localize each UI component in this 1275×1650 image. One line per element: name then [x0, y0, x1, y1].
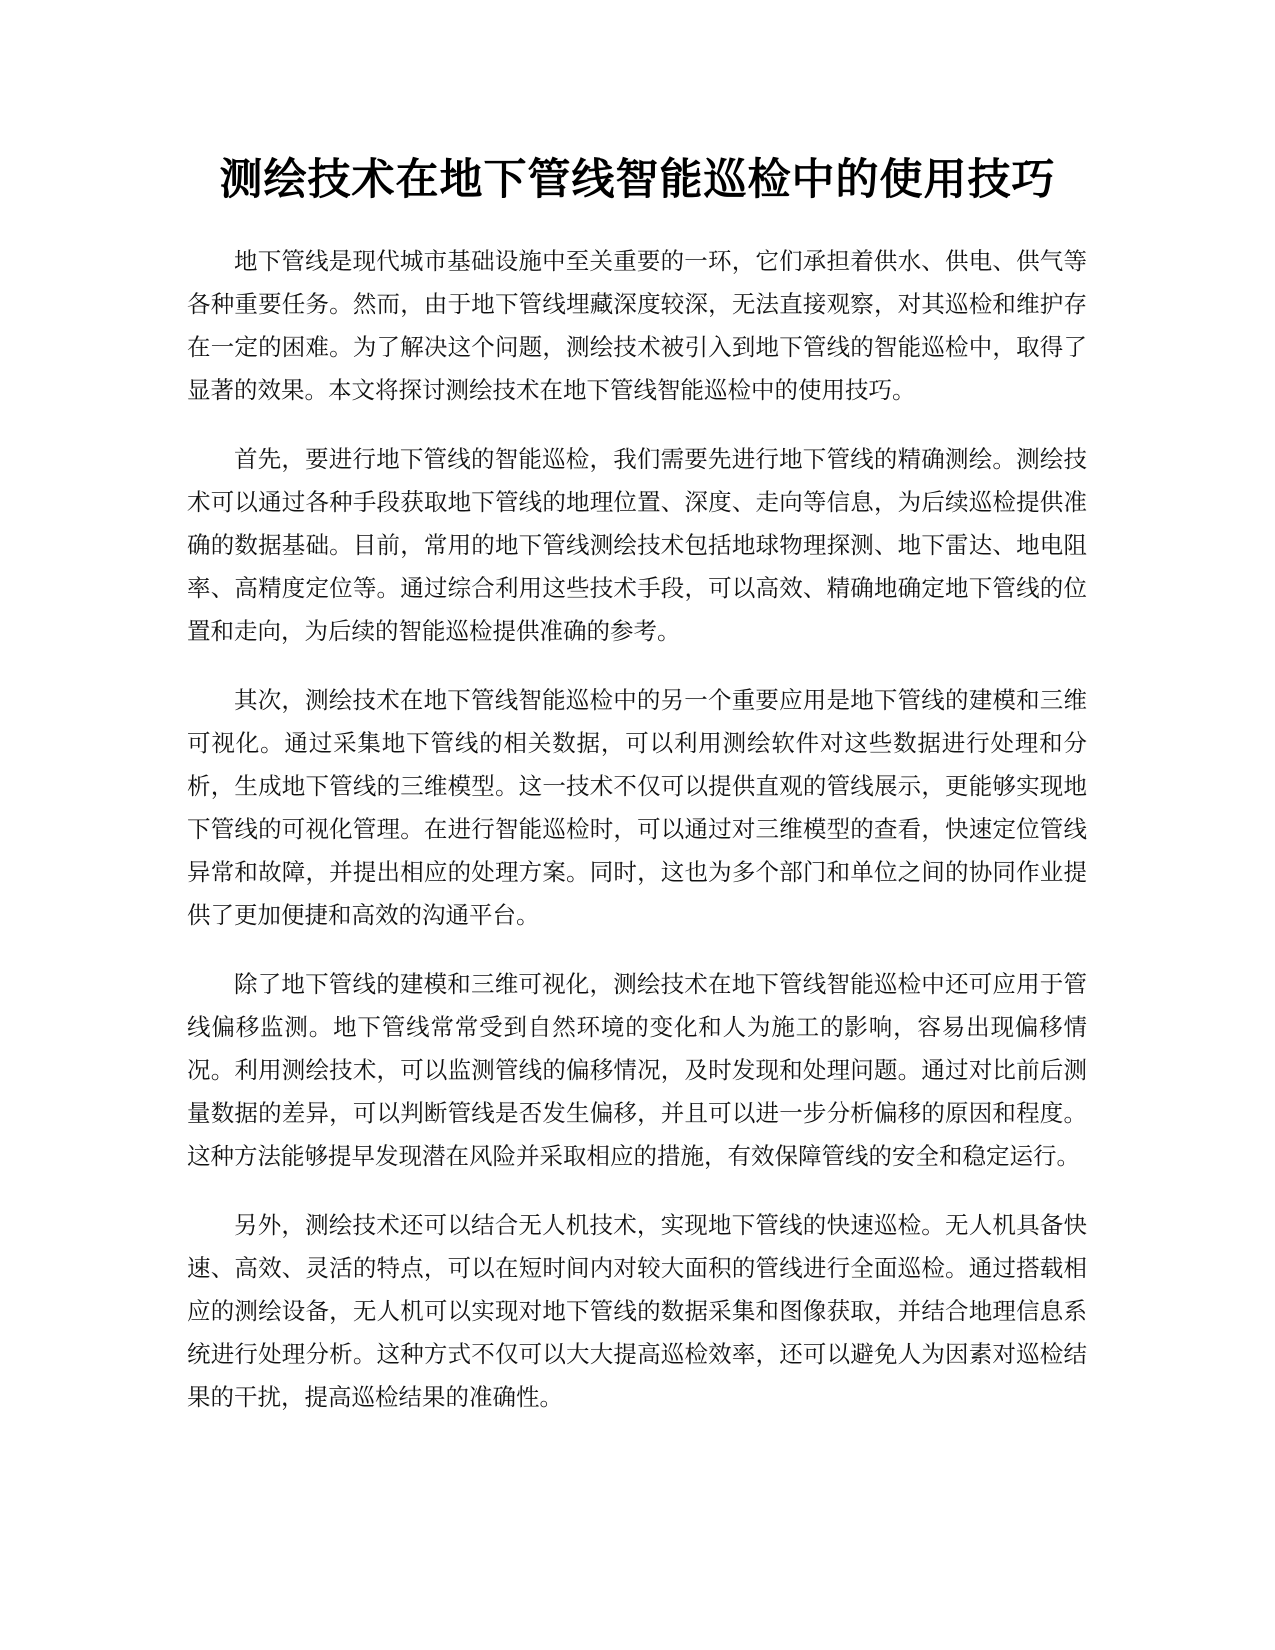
- body-paragraph-4: 除了地下管线的建模和三维可视化，测绘技术在地下管线智能巡检中还可应用于管线偏移监测。地下管线常常受到自然环境的变化和人为施工的影响，容易出现偏移情况。利用测绘技术，可以监测管线的偏移情况，及时发现和处理问题。通过对比前后测量数据的差异，可以判断管线是否发生偏移，并且可以进一步分析偏移的原因和程度。这种方法能够提早发现潜在风险并采取相应的措施，有效保障管线的安全和稳定运行。: [187, 970, 1087, 1170]
- body-paragraph-1: 地下管线是现代城市基础设施中至关重要的一环，它们承担着供水、供电、供气等各种重要任务。然而，由于地下管线埋藏深度较深，无法直接观察，对其巡检和维护存在一定的困难。为了解决这个问题，测绘技术被引入到地下管线的智能巡检中，取得了显著的效果。本文将探讨测绘技术在地下管线智能巡检中的使用技巧。: [187, 247, 1087, 404]
- document-title: 测绘技术在地下管线智能巡检中的使用技巧: [219, 155, 1056, 205]
- body-paragraph-3: 其次，测绘技术在地下管线智能巡检中的另一个重要应用是地下管线的建模和三维可视化。通过采集地下管线的相关数据，可以利用测绘软件对这些数据进行处理和分析，生成地下管线的三维模型。这一技术不仅可以提供直观的管线展示，更能够实现地下管线的可视化管理。在进行智能巡检时，可以通过对三维模型的查看，快速定位管线异常和故障，并提出相应的处理方案。同时，这也为多个部门和单位之间的协同作业提供了更加便捷和高效的沟通平台。: [187, 686, 1087, 929]
- document-body: [187, 240, 1087, 1445]
- body-paragraph-2: 首先，要进行地下管线的智能巡检，我们需要先进行地下管线的精确测绘。测绘技术可以通过各种手段获取地下管线的地理位置、深度、走向等信息，为后续巡检提供准确的数据基础。目前，常用的地下管线测绘技术包括地球物理探测、地下雷达、地电阻率、高精度定位等。通过综合利用这些技术手段，可以高效、精确地确定地下管线的位置和走向，为后续的智能巡检提供准确的参考。: [187, 445, 1087, 645]
- body-paragraph-5: 另外，测绘技术还可以结合无人机技术，实现地下管线的快速巡检。无人机具备快速、高效、灵活的特点，可以在短时间内对较大面积的管线进行全面巡检。通过搭载相应的测绘设备，无人机可以实现对地下管线的数据采集和图像获取，并结合地理信息系统进行处理分析。这种方式不仅可以大大提高巡检效率，还可以避免人为因素对巡检结果的干扰，提高巡检结果的准确性。: [187, 1211, 1087, 1411]
